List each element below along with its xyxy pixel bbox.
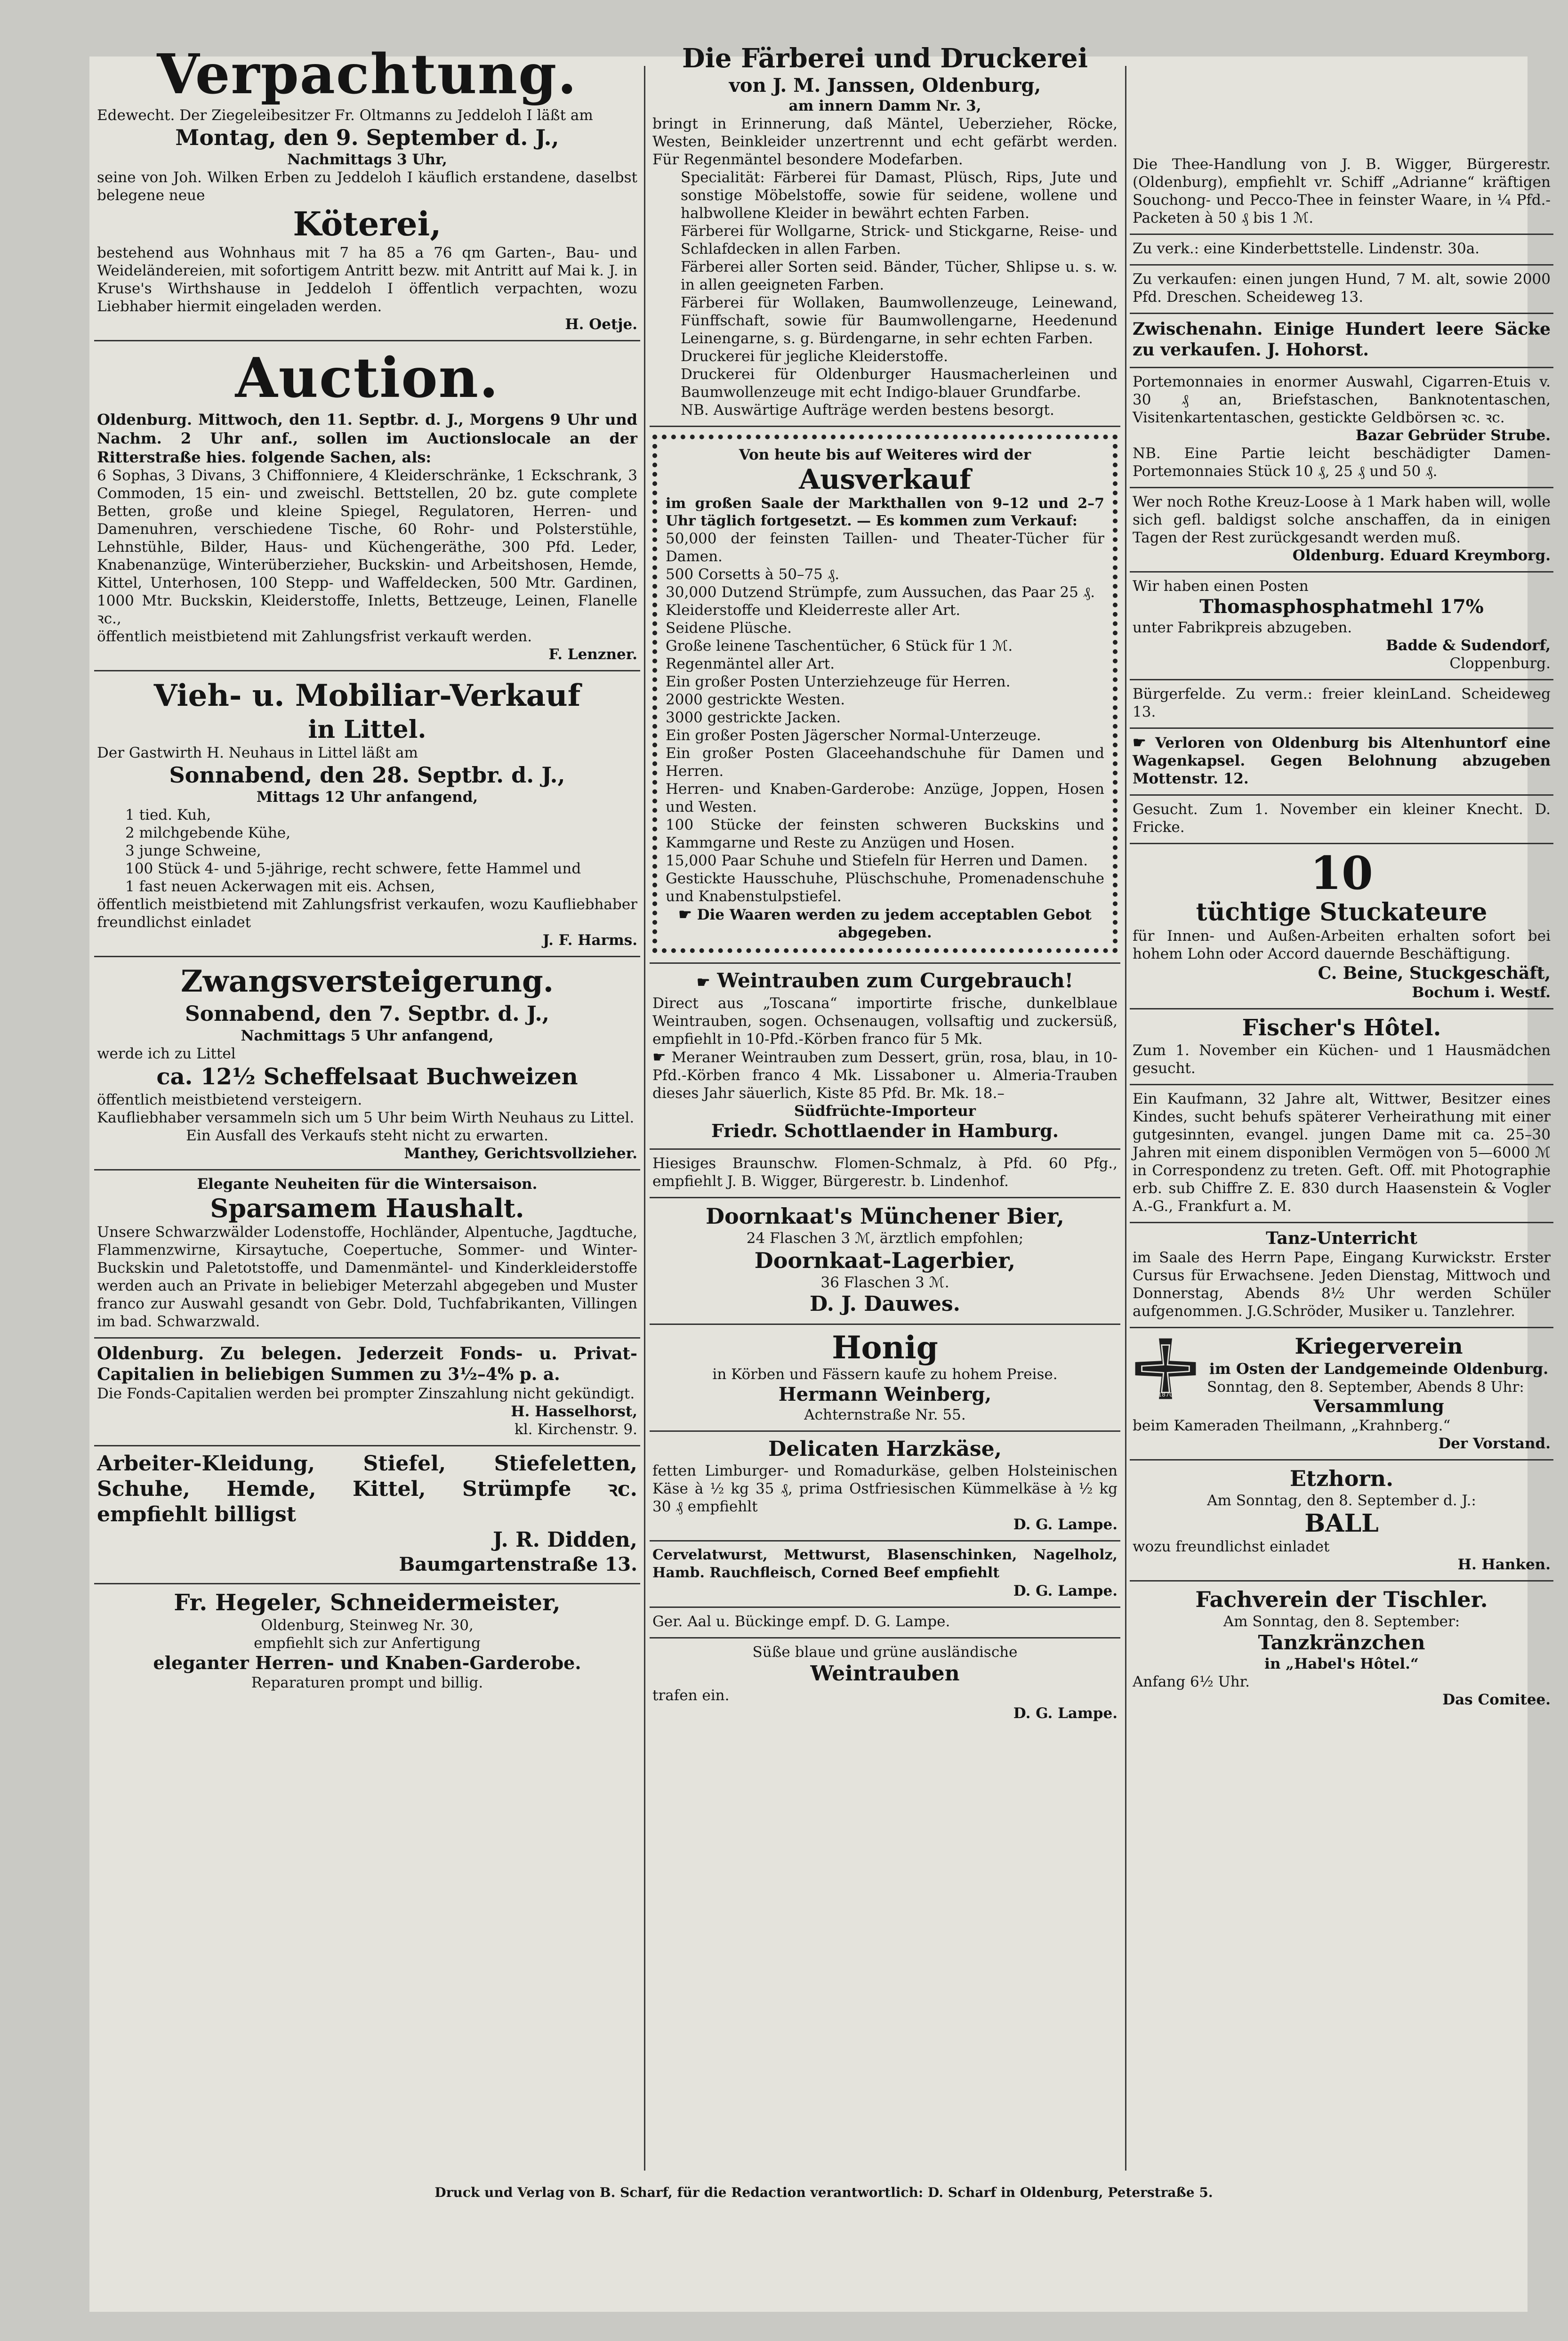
ad-honig xyxy=(650,1325,1120,1432)
ad-address: kl. Kirchenstr. 9. xyxy=(514,1421,637,1438)
ad-text: 6 Sophas, 3 Divans, 3 Chiffonniere, 4 Kleiderschränke, 1 Eckschrank, 3 Commoden, 15 ein- und zweischl. Bettstellen, 20 bz. gute complete Betten, große und kleine Spiegel, Regulatoren, Herren- und Damenuhren, verschiedene Tische, 60 Rohr- und Polsterstühle, Lehnstühle, Bilder, Haus- und Küchengeräthe, 300 Pfd. Leder, Knabenanzüge, Winterüberzieher, Buckskin- und Arbeitshosen, Hemde, Kittel, Unterhosen, 100 Stepp- und Waffeldecken, 500 Mtr. Gardinen, 1000 Mtr. Buckskin, Kleiderstoffe, Inletts, Bettzeuge, Leinen, Flanelle ꝛc., xyxy=(97,467,637,627)
ad-signature: Hermann Weinberg, xyxy=(778,1383,992,1405)
ad-text: Zu verkaufen: einen jungen Hund, 7 M. alt, sowie 2000 Pfd. Dreschen. Scheideweg 13. xyxy=(1133,271,1551,306)
list-item: Regenmäntel aller Art. xyxy=(666,655,835,672)
ad-hegeler xyxy=(94,1584,640,1698)
ad-zwischenahn xyxy=(1130,314,1553,368)
ad-text: Zum 1. November ein Küchen- und 1 Hausmädchen gesucht. xyxy=(1133,1042,1551,1077)
list-item: 3000 gestrickte Jacken. xyxy=(666,709,841,726)
ad-text: eleganter Herren- und Knaben-Garderobe. xyxy=(153,1652,581,1673)
ad-text: Am Sonntag, den 8. September d. J.: xyxy=(1207,1492,1476,1509)
list-item: Ein großer Posten Unterziehzeuge für Herren. xyxy=(666,673,1011,690)
ad-title: Verpachtung. xyxy=(157,42,578,106)
ad-text: Ein Ausfall des Verkaufs steht nicht zu erwarten. xyxy=(186,1127,548,1144)
ad-text: Direct aus „Toscana“ importirte frische, dunkelblaue Weintrauben, sogen. Ochsenaugen, vollsaftig und zuckersüß, empfiehlt in 10-Pfd.-Körben franco für 5 Mk. xyxy=(652,995,1118,1048)
ad-auction xyxy=(94,341,640,671)
list-item: Ein großer Posten Jägerscher Normal-Unterzeuge. xyxy=(666,727,1041,744)
ad-zwangsversteigerung xyxy=(94,957,640,1170)
ad-fonds xyxy=(94,1339,640,1446)
ad-title: Die Färberei und Druckerei xyxy=(682,43,1088,74)
ad-signature: H. Hasselhorst, xyxy=(511,1403,637,1420)
list-item: Specialität: Färberei für Damast, Plüsch, Rips, Jute und sonstige Möbelstoffe, sowie für seidene, wollene und halbwollene Kleider in bewährt echten Farben. xyxy=(681,169,1118,222)
imprint-footer: Druck und Verlag von B. Scharf, für die Redaction verantwortlich: D. Scharf in Oldenburg, Peterstraße 5. xyxy=(434,2185,1213,2200)
ad-title: Thomasphosphatmehl 17% xyxy=(1199,596,1484,618)
list-item: 500 Corsetts à 50–75 ₰. xyxy=(666,566,840,583)
ad-gesucht xyxy=(1130,796,1553,844)
ad-fachverein-tischler xyxy=(1130,1582,1553,1715)
ad-text: bringt in Erinnerung, daß Mäntel, Ueberzieher, Röcke, Westen, Beinkleider unzertrennt und echt gefärbt werden. Für Regenmäntel besondere Modefarben. xyxy=(652,115,1118,168)
ad-text: bestehend aus Wohnhaus mit 7 ha 85 a 76 qm Garten-, Bau- und Weideländereien, mit sofortigem Antritt bezw. mit Antritt auf Mai k. J. in Kruse's Wirthshause in Jeddeloh I öffentlich verpachten, wozu Liebhaber hiermit eingeladen werden. xyxy=(97,244,637,315)
ad-title: Etzhorn. xyxy=(1289,1466,1394,1491)
ad-text: Oldenburg. Mittwoch, den 11. Septbr. d. J., Morgens 9 Uhr und Nachm. 2 Uhr anf., sollen im Auctionslocale an der Ritterstraße hies. folgende Sachen, als: xyxy=(97,411,637,466)
ad-text: öffentlich meistbietend versteigern. xyxy=(97,1091,362,1108)
ad-text: Kaufliebhaber versammeln sich um 5 Uhr beim Wirth Neuhaus zu Littel. xyxy=(97,1109,635,1126)
ad-tanz-unterricht xyxy=(1130,1223,1553,1328)
list-item: Herren- und Knaben-Garderobe: Anzüge, Joppen, Hosen und Westen. xyxy=(666,781,1104,815)
pointing-hand-icon: ☛ xyxy=(696,973,710,991)
ad-title: Doornkaat's Münchener Bier, xyxy=(706,1203,1064,1229)
ad-text: beim Kameraden Theilmann, „Krahnberg.“ xyxy=(1133,1417,1451,1434)
ad-text: Anfang 6½ Uhr. xyxy=(1133,1673,1250,1690)
ad-text: Am Sonntag, den 8. September: xyxy=(1223,1613,1460,1630)
list-item: 50,000 der feinsten Taillen- und Theater-Tücher für Damen. xyxy=(666,530,1104,565)
ad-subtitle: von J. M. Janssen, Oldenburg, xyxy=(729,74,1041,97)
ad-vieh-verkauf xyxy=(94,671,640,957)
list-item: 1 tied. Kuh, xyxy=(125,807,211,823)
ad-text: werde ich zu Littel xyxy=(97,1045,236,1062)
ad-aal xyxy=(650,1608,1120,1639)
ad-time: Nachmittags 5 Uhr anfangend, xyxy=(241,1027,494,1044)
ad-text: 36 Flaschen 3 ℳ. xyxy=(820,1274,949,1291)
ad-text: fetten Limburger- und Romadurkäse, gelben Holsteinischen Käse à ½ kg 35 ₰, prima Ostfriesischen Kümmelkäse à ½ kg 30 ₰ empfiehlt xyxy=(652,1462,1118,1515)
ad-title: Vieh- u. Mobiliar-Verkauf xyxy=(153,678,581,713)
ad-signature: Friedr. Schottlaender in Hamburg. xyxy=(711,1120,1059,1141)
ad-date: Sonnabend, den 7. Septbr. d. J., xyxy=(185,1002,549,1026)
ad-signature: H. Hanken. xyxy=(1457,1556,1551,1573)
ad-signature: Bazar Gebrüder Strube. xyxy=(1355,427,1551,444)
ad-text: Wir haben einen Posten xyxy=(1133,578,1309,595)
ad-text: im Saale des Herrn Pape, Eingang Kurwickstr. Erster Cursus für Erwachsene. Jeden Dienstag, Mittwoch und Donnerstag, Abends 8½ Uhr werden Schüler aufgenommen. J.G.Schröder, Musiker u. Tanzlehrer. xyxy=(1133,1249,1551,1320)
ad-kinderbettstelle xyxy=(1130,235,1553,266)
ad-address: Bochum i. Westf. xyxy=(1412,984,1551,1001)
ad-title: Auction. xyxy=(235,346,499,410)
ad-text: Die Waaren werden zu jedem acceptablen Gebot abgegeben. xyxy=(697,906,1092,941)
pointing-hand-icon: ☛ xyxy=(678,905,692,923)
ad-text: für Innen- und Außen-Arbeiten erhalten sofort bei hohem Lohn oder Accord dauernde Beschäftigung. xyxy=(1133,928,1551,962)
column-rule-left xyxy=(644,66,645,2171)
ad-verpachtung xyxy=(94,38,640,341)
list-item: Kleiderstoffe und Kleiderreste aller Art. xyxy=(666,602,961,619)
ad-text: Der Gastwirth H. Neuhaus in Littel läßt am xyxy=(97,744,418,761)
ad-note: NB. Auswärtige Aufträge werden bestens besorgt. xyxy=(681,402,1054,419)
ad-ausverkauf xyxy=(650,427,1120,964)
ad-text: öffentlich meistbietend mit Zahlungsfrist verkaufen, wozu Kaufliebhaber freundlichst einladet xyxy=(97,896,637,931)
ad-subtitle: Köterei, xyxy=(293,204,442,243)
ad-text: Südfrüchte-Importeur xyxy=(794,1103,976,1120)
ad-address: am innern Damm Nr. 3, xyxy=(788,97,981,114)
list-item: 2000 gestrickte Westen. xyxy=(666,691,845,708)
ad-text: Oldenburg, Steinweg Nr. 30, xyxy=(261,1617,474,1634)
ad-subtitle: in Littel. xyxy=(308,715,426,744)
ad-title: Fachverein der Tischler. xyxy=(1195,1587,1488,1612)
ad-signature: J. R. Didden, xyxy=(493,1528,637,1552)
list-item: Färberei für Wollaken, Baumwollenzeuge, Leinewand, Fünffschaft, sowie für Baumwollengarne, Heedenund Leinengarne, s. g. Bürdengarne, in sehr echten Farben. xyxy=(681,294,1118,347)
ad-buergerfelde xyxy=(1130,680,1553,729)
ad-event: Tanzkränzchen xyxy=(1258,1631,1425,1654)
column-left xyxy=(94,38,640,1698)
ad-text: seine von Joh. Wilken Erben zu Jeddeloh I käuflich erstandene, daselbst belegene neue xyxy=(97,169,637,204)
ad-text: Portemonnaies in enormer Auswahl, Cigarren-Etuis v. 30 ₰ an, Briefstaschen, Banknotentaschen, Visitenkartentaschen, gestickte Geldbörsen ꝛc. ꝛc. xyxy=(1133,373,1551,426)
ad-title: Doornkaat-Lagerbier, xyxy=(754,1248,1016,1273)
column-rule-right xyxy=(1125,66,1126,2171)
list-item: Seidene Plüsche. xyxy=(666,620,792,637)
ad-arbeiter-kleidung xyxy=(94,1446,640,1584)
list-item: Druckerei für jegliche Kleiderstoffe. xyxy=(681,348,948,365)
ad-doornkaat xyxy=(650,1198,1120,1325)
ad-text: im großen Saale der Markthallen von 9–12 und 2–7 Uhr täglich fortgesetzt. — Es kommen zum Verkauf: xyxy=(666,495,1104,529)
ad-title: Honig xyxy=(832,1329,938,1366)
ad-text: Ein Kaufmann, 32 Jahre alt, Wittwer, Besitzer eines Kindes, sucht behufs späterer Verheirathung mit einer gutgesinnten, evangel. jungen Dame mit ca. 25–30 Jahren mit einem disponiblen Vermögen von 5—6000 ℳ in Correspondenz zu treten. Geft. Off. mit Photographie erb. sub Chiffre Z. E. 830 durch Haasenstein & Vogler A.-G., Frankfurt a. M. xyxy=(1133,1090,1551,1215)
ad-text: Die Fonds-Capitalien werden bei prompter Zinszahlung nicht gekündigt. xyxy=(97,1385,635,1402)
ad-text: trafen ein. xyxy=(652,1687,730,1704)
ad-signature: H. Oetje. xyxy=(565,316,637,333)
ad-etzhorn xyxy=(1130,1461,1553,1582)
list-item: Druckerei für Oldenburger Hausmacherleinen und Baumwollenzeuge mit echt Indigo-blauer Grundfarbe. xyxy=(681,366,1118,401)
list-item: 2 milchgebende Kühe, xyxy=(125,824,291,841)
column-middle xyxy=(650,38,1120,1729)
list-item: 100 Stücke der feinsten schweren Buckskins und Kammgarne und Reste zu Anzügen und Hosen. xyxy=(666,816,1104,851)
ad-signature: D. G. Lampe. xyxy=(1013,1705,1118,1722)
column-right xyxy=(1130,38,1553,1715)
ad-signature: D. G. Lampe. xyxy=(1013,1582,1118,1599)
ad-text: Bürgerfelde. Zu verm.: freier kleinLand. Scheideweg 13. xyxy=(1133,686,1551,720)
ad-text: Hiesiges Braunschw. Flomen-Schmalz, à Pfd. 60 Pfg., empfiehlt J. B. Wigger, Bürgerestr. b. Lindenhof. xyxy=(652,1155,1118,1190)
ad-text: Die Thee-Handlung von J. B. Wigger, Bürgerestr. (Oldenburg), empfiehlt vr. Schiff „Adrianne“ kräftigen Souchong- und Pecco-Thee in feinster Waare, in ¼ Pfd.-Packeten à 50 ₰ bis 1 ℳ. xyxy=(1133,156,1551,226)
ad-text: Ger. Aal u. Bückinge empf. D. G. Lampe. xyxy=(652,1613,950,1630)
ad-text: wozu freundlichst einladet xyxy=(1133,1538,1330,1555)
ad-flomen xyxy=(650,1150,1120,1198)
ad-text: Reparaturen prompt und billig. xyxy=(251,1674,483,1691)
ad-text: empfiehlt sich zur Anfertigung xyxy=(254,1635,481,1652)
ad-text: Edewecht. Der Ziegeleibesitzer Fr. Oltmanns zu Jeddeloh I läßt am xyxy=(97,107,593,124)
ad-title: Weintrauben zum Curgebrauch! xyxy=(717,969,1074,992)
ad-title: Zwangsversteigerung. xyxy=(180,964,554,999)
ad-address: Baumgartenstraße 13. xyxy=(399,1553,637,1575)
list-item: Große leinene Taschentücher, 6 Stück für 1 ℳ. xyxy=(666,638,1013,654)
iron-cross-icon xyxy=(1133,1336,1198,1402)
ad-date: Montag, den 9. September d. J., xyxy=(175,125,559,150)
ad-number: 10 xyxy=(1310,847,1373,900)
ad-heading: Elegante Neuheiten für die Wintersaison. xyxy=(197,1176,538,1193)
ad-harzkaese xyxy=(650,1432,1120,1542)
ad-address: Cloppenburg. xyxy=(1449,655,1551,672)
ad-signature: Der Vorstand. xyxy=(1438,1435,1551,1452)
ad-title: Kriegerverein xyxy=(1295,1333,1463,1359)
ad-title: tüchtige Stuckateure xyxy=(1196,898,1488,927)
ad-faerberei xyxy=(650,38,1120,427)
list-item: Ein großer Posten Glaceehandschuhe für Damen und Herren. xyxy=(666,745,1104,780)
ad-signature: F. Lenzner. xyxy=(548,646,637,663)
ad-signature: J. F. Harms. xyxy=(542,932,637,949)
ad-signature: Manthey, Gerichtsvollzieher. xyxy=(404,1145,637,1162)
ad-text: Von heute bis auf Weiteres wird der xyxy=(739,446,1031,463)
ad-text: Verloren von Oldenburg bis Altenhuntorf eine Wagenkapsel. Gegen Belohnung abzugeben Mottenstr. 12. xyxy=(1133,735,1551,787)
ad-text: Sonntag, den 8. September, Abends 8 Uhr: xyxy=(1207,1379,1524,1396)
ad-text: Unsere Schwarzwälder Lodenstoffe, Hochländer, Alpentuche, Jagdtuche, Flammenzwirne, Kirsaytuche, Coepertuche, Sommer- und Winter-Buckskin und Paletotstoffe, und Damenmäntel- und Kinderkleiderstoffe werden auch an Private in beliebiger Meterzahl abgegeben und Muster franco zur Auswahl gesandt von Gebr. Dold, Tuchfabrikanten, Villingen im bad. Schwarzwald. xyxy=(97,1224,637,1330)
list-item: 100 Stück 4- und 5-jährige, recht schwere, fette Hammel und xyxy=(125,860,581,877)
ad-cervelatwurst xyxy=(650,1542,1120,1608)
ad-text: öffentlich meistbietend mit Zahlungsfrist verkauft werden. xyxy=(97,628,532,645)
ad-sparsam xyxy=(94,1170,640,1339)
cross-year-label: 1870 xyxy=(1158,1390,1174,1398)
list-item: 1 fast neuen Ackerwagen mit eis. Achsen, xyxy=(125,878,435,895)
ad-stuckateure xyxy=(1130,844,1553,1009)
ad-note: NB. Eine Partie leicht beschädigter Damen-Portemonnaies Stück 10 ₰, 25 ₰ und 50 ₰. xyxy=(1133,445,1551,480)
ad-time: Mittags 12 Uhr anfangend, xyxy=(256,789,478,806)
ad-text: Meraner Weintrauben zum Dessert, grün, rosa, blau, in 10-Pfd.-Körben franco 4 Mk. Lissaboner u. Almeria-Trauben dieses Jahr säuerlich, Kiste 85 Pfd. Br. Mk. 18.– xyxy=(652,1049,1118,1102)
ad-signature: D. J. Dauwes. xyxy=(810,1292,960,1316)
ad-kaufmann xyxy=(1130,1085,1553,1223)
ad-event: BALL xyxy=(1304,1509,1379,1538)
ad-title: Weintrauben xyxy=(810,1662,960,1686)
ad-subtitle: im Osten der Landgemeinde Oldenburg. xyxy=(1209,1360,1549,1378)
ad-title: Tanz-Unterricht xyxy=(1266,1228,1417,1248)
decorative-border xyxy=(652,435,1118,953)
ad-text: Cervelatwurst, Mettwurst, Blasenschinken, Nagelholz, Hamb. Rauchfleisch, Corned Beef empfiehlt xyxy=(652,1547,1118,1581)
ad-subtitle: ca. 12½ Scheffelsaat Buchweizen xyxy=(156,1064,578,1090)
ad-time: Nachmittags 3 Uhr, xyxy=(287,151,447,168)
ad-text: Arbeiter-Kleidung, Stiefel, Stiefeletten, Schuhe, Hemde, Kittel, Strümpfe ꝛc. empfiehlt billigst xyxy=(97,1452,637,1526)
ad-title: Ausverkauf xyxy=(799,463,971,495)
ad-text: Wer noch Rothe Kreuz-Loose à 1 Mark haben will, wolle sich gefl. baldigst solche anschaffen, da in einigen Tagen der Rest zurückgesandt werden muß. xyxy=(1133,493,1551,546)
ad-signature: C. Beine, Stuckgeschäft, xyxy=(1318,963,1551,983)
ad-title: Fischer's Hôtel. xyxy=(1242,1015,1441,1041)
pointing-hand-icon: ☛ xyxy=(1133,734,1146,751)
ad-text: in Körben und Fässern kaufe zu hohem Preise. xyxy=(712,1366,1058,1383)
ad-weintrauben-lampe xyxy=(650,1639,1120,1729)
ad-kreuz-loose xyxy=(1130,488,1553,573)
ad-thomasphosphat xyxy=(1130,573,1553,680)
list-item: Färberei für Wollgarne, Strick- und Stickgarne, Reise- und Schlafdecken in allen Farben. xyxy=(681,223,1118,258)
ad-event: Versammlung xyxy=(1313,1397,1444,1416)
ad-hund xyxy=(1130,266,1553,314)
list-item: Färberei aller Sorten seid. Bänder, Tücher, Shlipse u. s. w. in allen geeigneten Farben. xyxy=(681,258,1118,293)
ad-text: Gesucht. Zum 1. November ein kleiner Knecht. D. Fricke. xyxy=(1133,801,1551,836)
ad-signature: Badde & Sudendorf, xyxy=(1386,637,1551,654)
ad-text: unter Fabrikpreis abzugeben. xyxy=(1133,619,1352,636)
ad-portemonnaies xyxy=(1130,368,1553,488)
ad-text: 24 Flaschen 3 ℳ, ärztlich empfohlen; xyxy=(746,1230,1024,1247)
list-item: 30,000 Dutzend Strümpfe, zum Aussuchen, das Paar 25 ₰. xyxy=(666,584,1095,601)
ad-kriegerverein xyxy=(1130,1328,1553,1461)
ad-signature: D. G. Lampe. xyxy=(1013,1516,1118,1533)
ad-text: Zu verk.: eine Kinderbettstelle. Lindenstr. 30a. xyxy=(1133,240,1480,257)
pointing-hand-icon: ☛ xyxy=(652,1048,666,1066)
ad-title: Fr. Hegeler, Schneidermeister, xyxy=(174,1590,561,1616)
ad-title: Delicaten Harzkäse, xyxy=(768,1437,1002,1461)
ad-text: Süße blaue und grüne ausländische xyxy=(752,1644,1018,1661)
ad-text: Zwischenahn. Einige Hundert leere Säcke zu verkaufen. J. Hohorst. xyxy=(1133,319,1551,360)
list-item: 3 junge Schweine, xyxy=(125,842,261,859)
ad-text: Oldenburg. Zu belegen. Jederzeit Fonds- u. Privat-Capitalien in beliebigen Summen zu 3½–4% p. a. xyxy=(97,1344,637,1384)
ad-venue: in „Habel's Hôtel.“ xyxy=(1264,1655,1419,1672)
ad-fischers-hotel xyxy=(1130,1009,1553,1085)
ad-weintrauben xyxy=(650,964,1120,1150)
list-item: Gestickte Hausschuhe, Plüschschuhe, Promenadenschuhe und Knabenstulpstiefel. xyxy=(666,870,1104,905)
ad-signature: Das Comitee. xyxy=(1442,1691,1551,1708)
ad-title: Sparsamem Haushalt. xyxy=(210,1193,524,1223)
ad-thee xyxy=(1130,151,1553,235)
ad-signature: Oldenburg. Eduard Kreymborg. xyxy=(1292,547,1551,564)
list-item: 15,000 Paar Schuhe und Stiefeln für Herren und Damen. xyxy=(666,852,1088,869)
ad-date: Sonnabend, den 28. Septbr. d. J., xyxy=(169,762,565,788)
ad-verloren xyxy=(1130,729,1553,796)
ad-address: Achternstraße Nr. 55. xyxy=(804,1406,966,1423)
